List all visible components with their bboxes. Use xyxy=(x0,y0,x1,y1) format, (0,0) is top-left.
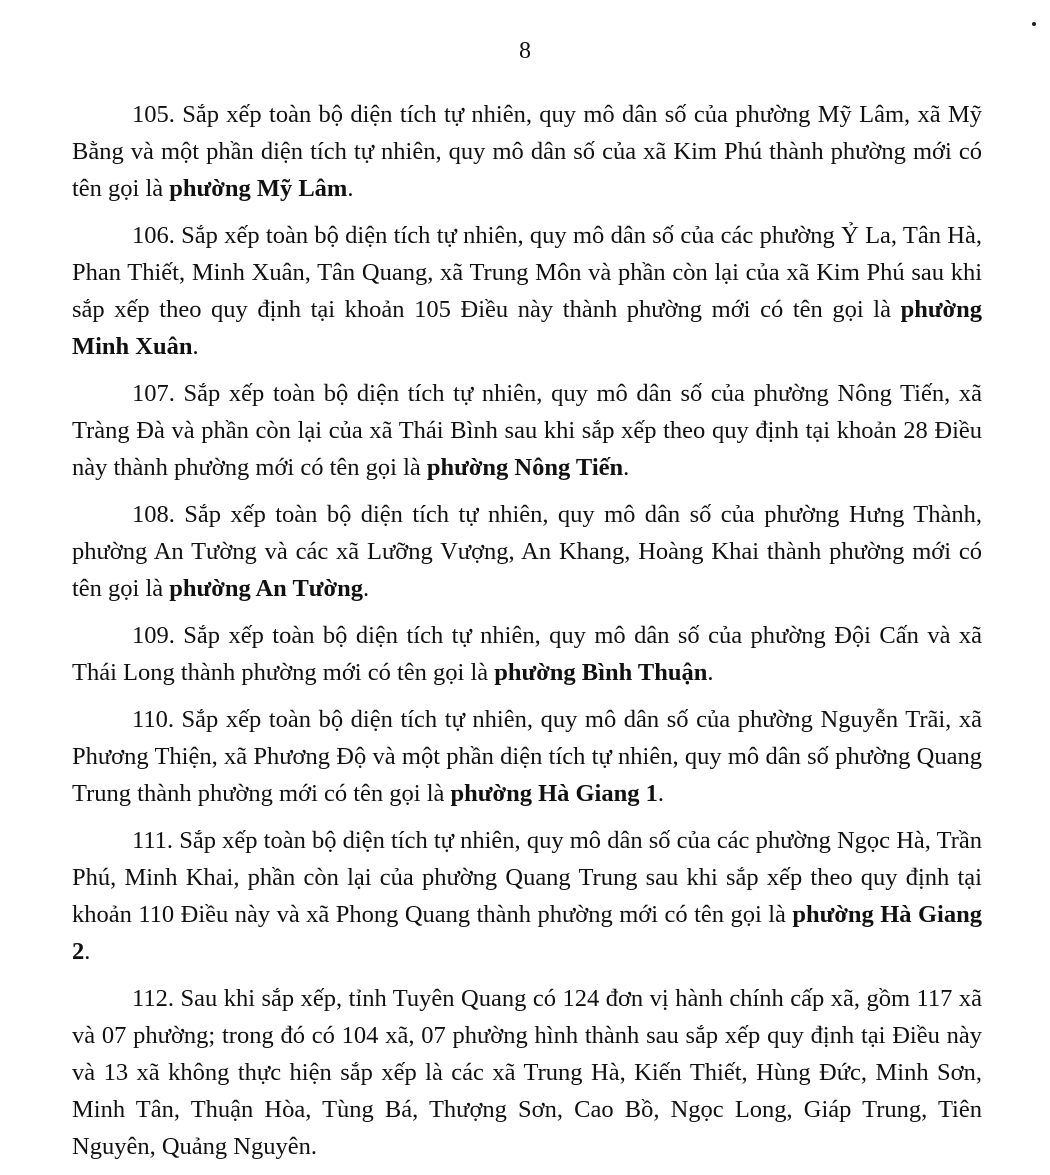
article-text: 109. Sắp xếp toàn bộ diện tích tự nhiên, quy mô dân số của phường Đội Cấn và xã Thái Long thành phường mới có tên gọi là xyxy=(72,622,982,686)
article-text: 107. Sắp xếp toàn bộ diện tích tự nhiên, quy mô dân số của phường Nông Tiến, xã Tràng Đà và phần còn lại của xã Thái Bình sau khi sắp xếp theo quy định tại khoản 28 Điều này thành phường mới có tên gọi là xyxy=(72,380,982,481)
article-text: 106. Sắp xếp toàn bộ diện tích tự nhiên, quy mô dân số của các phường Ỷ La, Tân Hà, Phan Thiết, Minh Xuân, Tân Quang, xã Trung Môn và phần còn lại của xã Kim Phú sau khi sắp xếp theo quy định tại khoản 105 Điều này thành phường mới có tên gọi là xyxy=(72,222,982,323)
article-106 xyxy=(72,217,982,365)
article-108 xyxy=(72,496,982,607)
ward-name: phường Hà Giang 1 xyxy=(450,780,658,807)
article-tail: . xyxy=(84,938,91,965)
article-tail: . xyxy=(362,575,370,602)
article-text: 110. Sắp xếp toàn bộ diện tích tự nhiên, quy mô dân số của phường Nguyễn Trãi, xã Phương Thiện, xã Phương Độ và một phần diện tích tự nhiên, quy mô dân số phường Quang Trung thành phường mới có tên gọi là xyxy=(72,706,982,807)
scan-speck xyxy=(1032,22,1036,26)
ward-name: phường Mỹ Lâm xyxy=(169,175,348,202)
article-text: 105. Sắp xếp toàn bộ diện tích tự nhiên, quy mô dân số của phường Mỹ Lâm, xã Mỹ Bằng và một phần diện tích tự nhiên, quy mô dân số của xã Kim Phú thành phường mới có tên gọi là xyxy=(72,101,982,202)
article-107 xyxy=(72,375,982,486)
article-text: 108. Sắp xếp toàn bộ diện tích tự nhiên, quy mô dân số của phường Hưng Thành, phường An Tường và các xã Lưỡng Vượng, An Khang, Hoàng Khai thành phường mới có tên gọi là xyxy=(72,501,982,602)
ward-name: phường Minh Xuân xyxy=(72,296,982,360)
page-number: 8 xyxy=(519,38,531,64)
article-105 xyxy=(72,96,982,207)
article-tail: . xyxy=(192,333,199,360)
article-list xyxy=(72,96,982,1175)
article-tail: . xyxy=(623,454,630,481)
article-110 xyxy=(72,701,982,812)
article-tail: . xyxy=(657,780,664,807)
article-112 xyxy=(72,980,982,1165)
ward-name: phường Bình Thuận xyxy=(494,659,708,686)
article-109 xyxy=(72,617,982,691)
ward-name: phường An Tường xyxy=(169,575,363,602)
article-111 xyxy=(72,822,982,970)
article-tail: . xyxy=(707,659,714,686)
article-text: 111. Sắp xếp toàn bộ diện tích tự nhiên, quy mô dân số của các phường Ngọc Hà, Trần Phú, Minh Khai, phần còn lại của phường Quang Trung sau khi sắp xếp theo quy định tại khoản 110 Điều này và xã Phong Quang thành phường mới có tên gọi là xyxy=(72,827,982,928)
article-tail: . xyxy=(347,175,354,202)
ward-name: phường Hà Giang 2 xyxy=(72,901,982,965)
ward-name: phường Nông Tiến xyxy=(426,454,624,481)
article-text: 112. Sau khi sắp xếp, tỉnh Tuyên Quang có 124 đơn vị hành chính cấp xã, gồm 117 xã và 07 phường; trong đó có 104 xã, 07 phường hình thành sau sắp xếp quy định tại Điều này và 13 xã không thực hiện sắp xếp là các xã Trung Hà, Kiến Thiết, Hùng Đức, Minh Sơn, Minh Tân, Thuận Hòa, Tùng Bá, Thượng Sơn, Cao Bồ, Ngọc Long, Giáp Trung, Tiên Nguyên, Quảng Nguyên. xyxy=(72,985,982,1160)
